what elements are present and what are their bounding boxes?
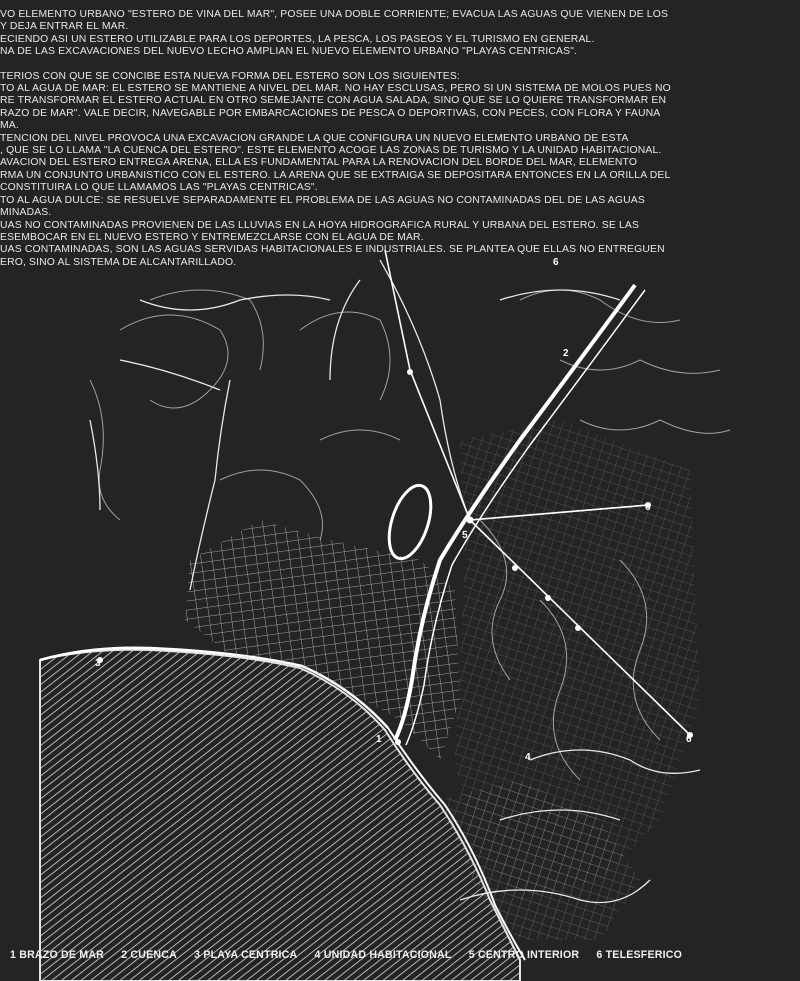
map-marker-2: 2 — [563, 348, 569, 359]
criteria-line: TO AL AGUA DULCE: SE RESUELVE SEPARADAMENTE EL PROBLEMA DE LAS AGUAS NO CONTAMINADAS DEL DE LAS AGUAS — [0, 194, 645, 206]
intro-line: ECIENDO ASI UN ESTERO UTILIZABLE PARA LOS DEPORTES, LA PESCA, LOS PASEOS Y EL TURISMO EN GENERAL. — [0, 33, 595, 45]
legend-item-unidad-habitacional: 4 UNIDAD HABITACIONAL — [314, 949, 452, 961]
criteria-line: UAS CONTAMINADAS, SON LAS AGUAS SERVIDAS HABITACIONALES E INDUSTRIALES. SE PLANTEA QUE ELLAS NO ENTREGUEN — [0, 244, 665, 256]
map-marker-5: 5 — [462, 530, 468, 541]
criteria-line: ERO, SINO AL SISTEMA DE ALCANTARILLADO. — [0, 256, 237, 268]
map-marker-6: 6 — [645, 502, 651, 513]
intro-line: NA DE LAS EXCAVACIONES DEL NUEVO LECHO AMPLIAN EL NUEVO ELEMENTO URBANO "PLAYAS CENTRICAS". — [0, 46, 578, 58]
criteria-line: CONSTITUIRA LO QUE LLAMAMOS LAS "PLAYAS CENTRICAS". — [0, 182, 318, 194]
intro-line: VO ELEMENTO URBANO "ESTERO DE VIÑA DEL MAR", POSEE UNA DOBLE CORRIENTE; EVACUA LAS AGUAS QUE VIENEN DE LOS — [0, 9, 669, 20]
map-marker-3: 3 — [95, 658, 101, 669]
legend-item-playa-centrica: 3 PLAYA CENTRICA — [194, 949, 298, 961]
intro-line: Y DEJA ENTRAR EL MAR. — [0, 21, 129, 33]
map-marker-1: 1 — [376, 734, 382, 745]
racetrack — [381, 480, 439, 563]
description-text — [0, 9, 800, 269]
criteria-line: TERIOS CON QUE SE CONCIBE ESTA NUEVA FORMA DEL ESTERO SON LOS SIGUIENTES: — [0, 70, 460, 82]
map-marker-6b: 6 — [686, 734, 692, 745]
criteria-line: TENCION DEL NIVEL PROVOCA UNA EXCAVACION GRANDE LA QUE CONFIGURA UN NUEVO ELEMENTO URBANO DE ESTA — [0, 132, 629, 144]
legend-item-telesferico: 6 TELESFERICO — [596, 949, 683, 961]
criteria-line: ESEMBOCAR EN EL NUEVO ESTERO Y ENTREMEZCLARSE CON EL AGUA DE MAR. — [0, 231, 424, 243]
legend-item-brazo-de-mar: 1 BRAZO DE MAR — [10, 949, 105, 961]
legend-item-centro-interior: 5 CENTRO INTERIOR — [468, 949, 580, 961]
criteria-line: AVACION DEL ESTERO ENTREGA ARENA, ELLA ES FUNDAMENTAL PARA LA RENOVACION DEL BORDE DEL MAR, ELEMENTO — [0, 157, 638, 169]
criteria-line: RMA UN CONJUNTO URBANISTICO CON EL ESTERO. LA ARENA QUE SE EXTRAIGA SE DEPOSITARA ENTONCES EN LA ORILLA DEL — [0, 169, 671, 181]
legend-item-cuenca: 2 CUENCA — [121, 949, 177, 961]
paragraph-gap — [0, 59, 800, 71]
map-marker-4: 4 — [525, 752, 531, 763]
criteria-line: , QUE SE LO LLAMA "LA CUENCA DEL ESTERO". ESTE ELEMENTO ACOGE LAS ZONAS DE TURISMO Y LA UNIDAD HABITACIONAL. — [0, 145, 662, 157]
criteria-line: MA. — [0, 120, 19, 132]
criteria-line: UAS NO CONTAMINADAS PROVIENEN DE LAS LLUVIAS EN LA HOYA HIDROGRAFICA RURAL Y URBANA DEL ESTERO. SE LAS — [0, 219, 640, 231]
map-legend — [10, 949, 800, 961]
criteria-line: TO AL AGUA DE MAR: EL ESTERO SE MANTIENE A NIVEL DEL MAR. NO HAY ESCLUSAS, PERO SI UN SISTEMA DE MOLOS PUES NO — [0, 83, 671, 95]
criteria-line: RAZO DE MAR". VALE DECIR, NAVEGABLE POR EMBARCACIONES DE PESCA O DEPORTIVAS, CON PECES, CON FLORA Y FAUNA — [0, 107, 661, 119]
criteria-line: MINADAS. — [0, 207, 52, 219]
map-marker-6c: 6 — [553, 257, 559, 268]
criteria-line: RE TRANSFORMAR EL ESTERO ACTUAL EN OTRO SEMEJANTE CON AGUA SALADA, SINO QUE SE LO QUIERE TRANSFORMAR EN — [0, 95, 667, 107]
